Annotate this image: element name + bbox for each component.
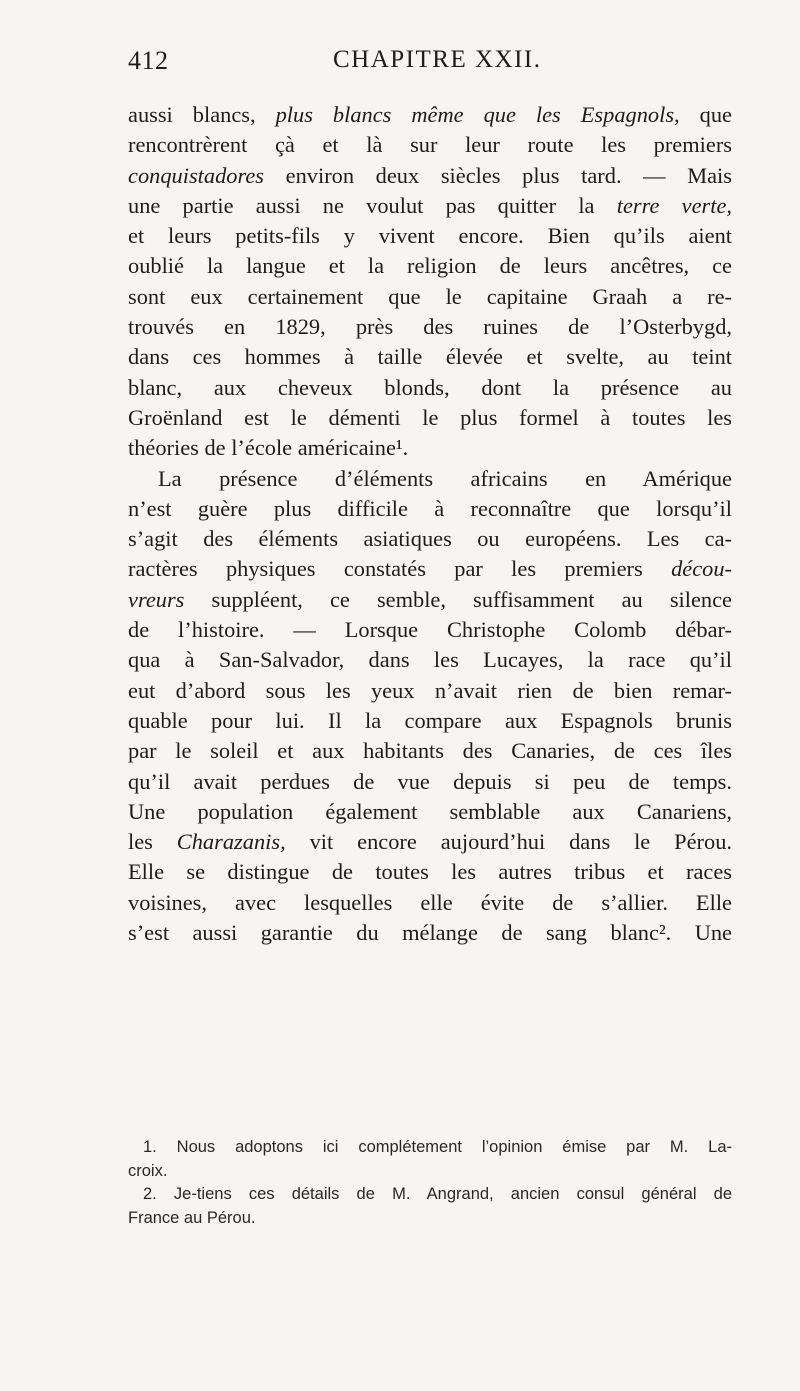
text-line: quable pour lui. Il la compare aux Espagnols brunis — [128, 707, 732, 733]
text-line: conquistadores environ deux siècles plus tard. — Mais — [128, 162, 732, 188]
text-line: s’agit des éléments asiatiques ou européens. Les ca- — [128, 526, 732, 552]
text-line: trouvés en 1829, près des ruines de l’Osterbygd, — [128, 314, 732, 340]
body-text — [128, 100, 732, 948]
text-line: rencontrèrent çà et là sur leur route les premiers — [128, 132, 732, 158]
text-line: sont eux certainement que le capitaine Graah a re- — [128, 283, 732, 309]
footnotes — [128, 1136, 732, 1230]
footnote-2-continued: France au Pérou. — [128, 1208, 256, 1227]
footnote-1-continued: croix. — [128, 1161, 168, 1180]
text-line: Groënland est le démenti le plus formel à toutes les — [128, 404, 732, 430]
text-line: de l’histoire. — Lorsque Christophe Colomb débar- — [128, 617, 732, 643]
chapter-title: CHAPITRE XXII. — [333, 46, 542, 73]
text-line: aussi blancs, plus blancs même que les Espagnols, que — [128, 102, 732, 127]
text-line: et leurs petits-fils y vivent encore. Bien qu’ils aient — [128, 223, 732, 249]
text-line: eut d’abord sous les yeux n’avait rien de bien remar- — [128, 677, 732, 703]
text-line: dans ces hommes à taille élevée et svelte, au teint — [128, 344, 732, 370]
text-line: blanc, aux cheveux blonds, dont la présence au — [128, 374, 732, 400]
text-line: les Charazanis, vit encore aujourd’hui dans le Pérou. — [128, 829, 732, 855]
text-line: vreurs suppléent, ce semble, suffisamment au silence — [128, 586, 732, 612]
text-line: théories de l’école américaine¹. — [128, 435, 409, 461]
footnote-1: 1. Nous adoptons ici complétement l’opinion émise par M. La- — [143, 1138, 732, 1156]
text-line: Elle se distingue de toutes les autres tribus et races — [128, 859, 732, 885]
text-line: oublié la langue et la religion de leurs ancêtres, ce — [128, 253, 732, 279]
text-line: voisines, avec lesquelles elle évite de s’allier. Elle — [128, 889, 732, 915]
text-line: ractères physiques constatés par les premiers décou- — [128, 556, 732, 582]
text-line: une partie aussi ne voulut pas quitter la terre verte, — [128, 192, 733, 218]
text-line: qua à San-Salvador, dans les Lucayes, la race qu’il — [128, 647, 732, 673]
text-line: Une population également semblable aux Canariens, — [128, 798, 732, 824]
footnote-2: 2. Je-tiens ces détails de M. Angrand, ancien consul général de — [143, 1185, 732, 1203]
text-line: La présence d’éléments africains en Amérique — [158, 465, 732, 491]
text-line: par le soleil et aux habitants des Canaries, de ces îles — [128, 738, 732, 764]
page-number: 412 — [128, 46, 169, 75]
running-head — [128, 46, 728, 86]
text-line: qu’il avait perdues de vue depuis si peu de temps. — [128, 768, 732, 794]
text-line: n’est guère plus difficile à reconnaître que lorsqu’il — [128, 495, 732, 521]
text-line: s’est aussi garantie du mélange de sang blanc². Une — [128, 920, 732, 946]
